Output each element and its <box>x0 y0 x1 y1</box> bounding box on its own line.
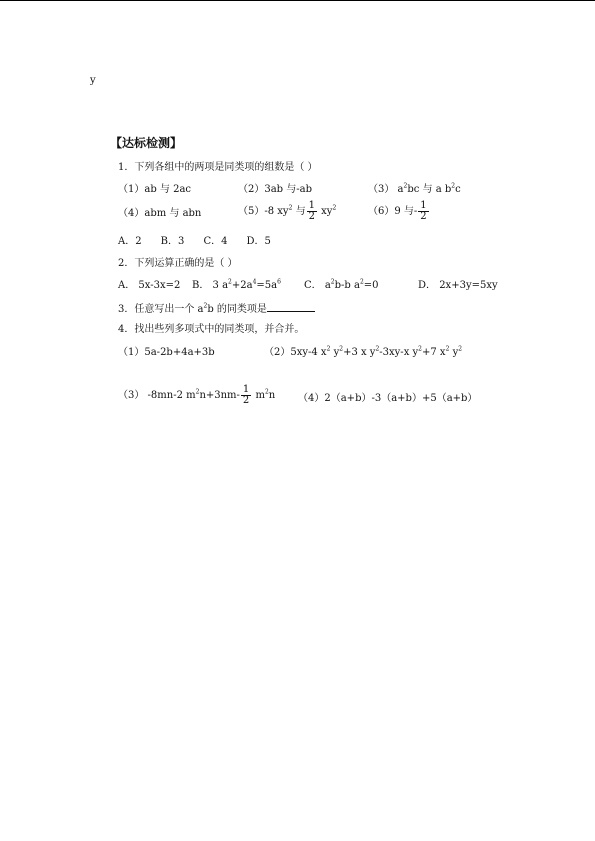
q2-option-a: A． 5x-3x=2 <box>118 280 181 291</box>
q1-option-3: （3） $a^2bc$ 与 a $b^2c$ <box>368 182 461 195</box>
stray-text: y <box>90 75 96 86</box>
q1-stem: 1．下列各组中的两项是同类项的组数是（ ） <box>118 162 318 173</box>
q4-part-4: （4）2（a+b）-3（a+b）+5（a+b） <box>298 393 478 404</box>
fraction-one-half: $\frac{1}{2}$ <box>242 384 250 406</box>
q1-option-4: （4）abm 与 abn <box>118 208 202 219</box>
q1-option-2: （2）3ab 与-ab <box>238 184 313 195</box>
q2-option-b: B． 3 $a^2+2a^4=5a^6$ <box>192 278 281 291</box>
q4-part-2: （2）5xy-4 $x^2$ $y^2+3$ x $y^2-3xy-x$ $y^2+7$ $x^2$ $y^2$ <box>264 345 463 358</box>
q2-stem: 2．下列运算正确的是（ ） <box>118 258 238 269</box>
q1-option-6: （6）9 与- $\frac{1}{2}$ <box>368 200 427 222</box>
fraction-one-half: $\frac{1}{2}$ <box>420 200 427 222</box>
section-title: 【达标检测】 <box>110 136 183 150</box>
q1-option-5: （5）-8 $xy^2$ 与 $\frac{1}{2}$ $xy^2$ <box>238 200 337 222</box>
fraction-one-half: $\frac{1}{2}$ <box>308 200 315 222</box>
q2-option-d: D． 2x+3y=5xy <box>418 280 498 291</box>
answer-blank[interactable] <box>267 302 315 312</box>
top-border <box>0 0 595 1</box>
q1-option-1: （1）ab 与 2ac <box>118 184 192 195</box>
q4-part-1: （1）5a-2b+4a+3b <box>118 347 215 358</box>
q3-stem: 3．任意写出一个 $a^2b$ 的同类项是 <box>118 302 315 317</box>
q4-stem: 4．找出些列多项式中的同类项，并合并。 <box>118 324 305 335</box>
q4-part-3: （3） -8mn-2 $m^2n+3nm-$ $\frac{1}{2}$ $m^2n$ <box>118 384 276 406</box>
q2-option-c: C． $a^2b-b$ $a^2=0$ <box>304 278 379 291</box>
q1-answer-choices: A．2 B．3 C．4 D．5 <box>118 236 271 247</box>
